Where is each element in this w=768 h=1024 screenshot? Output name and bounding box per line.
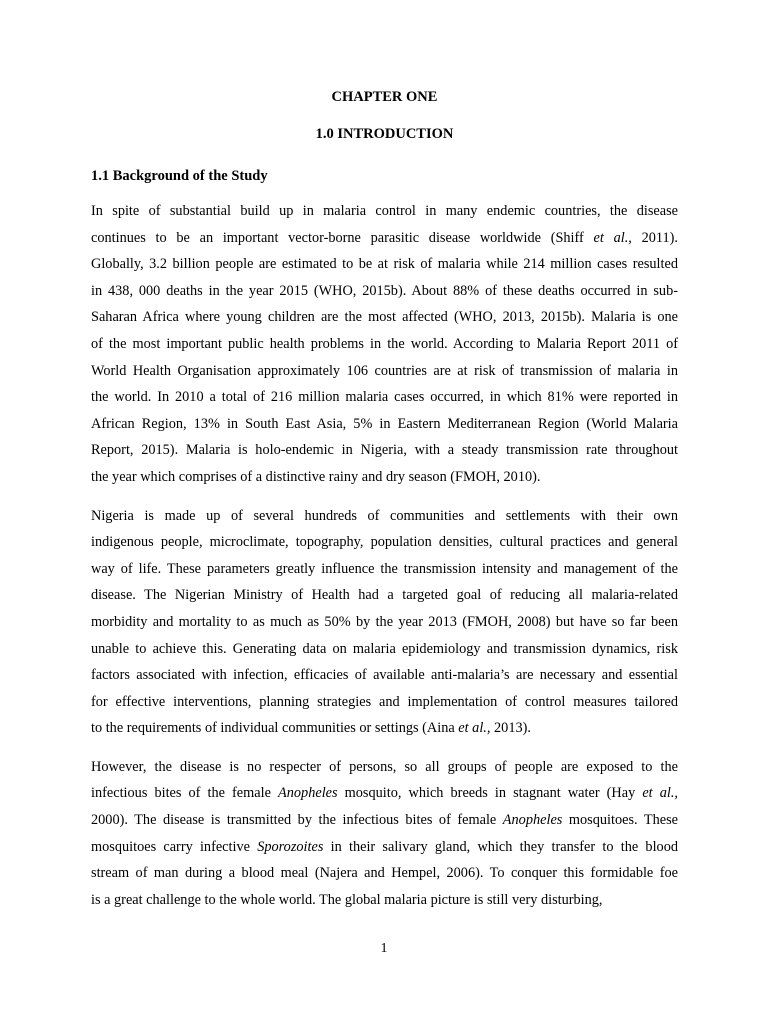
body-text <box>91 198 678 913</box>
text-line: continues to be an important vector-borne parasitic disease worldwide (Shiff et al., 2011). <box>91 229 678 246</box>
text-line: However, the disease is no respecter of persons, so all groups of people are exposed to the <box>91 758 678 775</box>
section-heading: 1.1 Background of the Study <box>91 168 268 184</box>
text-line: indigenous people, microclimate, topography, population densities, cultural practices and general <box>91 534 678 551</box>
paragraph <box>91 503 678 742</box>
italic-term: et al., <box>458 720 491 737</box>
text-line: Nigeria is made up of several hundreds of communities and settlements with their own <box>91 507 678 524</box>
text-line: disease. The Nigerian Ministry of Health had a targeted goal of reducing all malaria-related <box>91 587 678 604</box>
text-line: Report, 2015). Malaria is holo-endemic in Nigeria, with a steady transmission rate throughout <box>91 442 678 459</box>
text-line: the world. In 2010 a total of 216 million malaria cases occurred, in which 81% were reported in <box>91 389 678 406</box>
text-line: morbidity and mortality to as much as 50% by the year 2013 (FMOH, 2008) but have so far been <box>91 613 678 630</box>
italic-term: Anopheles <box>278 785 338 802</box>
page-number: 1 <box>380 941 388 956</box>
text-line: Saharan Africa where young children are the most affected (WHO, 2013, 2015b). Malaria is one <box>91 309 678 326</box>
text-line: in 438, 000 deaths in the year 2015 (WHO, 2015b). About 88% of these deaths occurred in sub- <box>91 282 678 299</box>
text-line: stream of man during a blood meal (Najera and Hempel, 2006). To conquer this formidable foe <box>91 865 678 882</box>
text-line: to the requirements of individual communities or settings (Aina et al., 2013). <box>91 720 531 737</box>
text-line: unable to achieve this. Generating data on malaria epidemiology and transmission dynamics, risk <box>91 640 678 657</box>
text-line: In spite of substantial build up in malaria control in many endemic countries, the disease <box>91 203 678 219</box>
text-line: of the most important public health problems in the world. According to Malaria Report 2011 of <box>91 335 678 352</box>
text-line: Globally, 3.2 billion people are estimated to be at risk of malaria while 214 million cases resulted <box>91 256 678 273</box>
chapter-title: CHAPTER ONE <box>331 89 438 105</box>
text-line: mosquitoes carry infective Sporozoites in their salivary gland, which they transfer to the blood <box>91 838 678 855</box>
paragraph <box>91 754 678 914</box>
text-line: 2000). The disease is transmitted by the infectious bites of female Anopheles mosquitoes. These <box>91 812 678 829</box>
italic-term: et al., <box>593 229 632 246</box>
document-page <box>91 80 678 925</box>
text-line: factors associated with infection, efficacies of available anti-malaria’s are necessary and essential <box>91 667 678 684</box>
italic-term: Anopheles <box>502 812 563 829</box>
italic-term: Sporozoites <box>257 838 324 855</box>
paragraph <box>91 198 678 491</box>
text-line: for effective interventions, planning strategies and implementation of control measures tailored <box>91 693 678 710</box>
text-line: is a great challenge to the whole world. The global malaria picture is still very disturbing, <box>91 891 603 908</box>
text-line: World Health Organisation approximately 106 countries are at risk of transmission of malaria in <box>91 362 678 379</box>
text-line: the year which comprises of a distinctive rainy and dry season (FMOH, 2010). <box>91 468 541 485</box>
text-line: African Region, 13% in South East Asia, 5% in Eastern Mediterranean Region (World Malaria <box>91 415 678 432</box>
introduction-heading: 1.0 INTRODUCTION <box>315 126 454 142</box>
italic-term: et al., <box>642 785 678 802</box>
text-line: way of life. These parameters greatly influence the transmission intensity and management of the <box>91 560 678 577</box>
text-line: infectious bites of the female Anopheles mosquito, which breeds in stagnant water (Hay et al., <box>91 785 678 802</box>
